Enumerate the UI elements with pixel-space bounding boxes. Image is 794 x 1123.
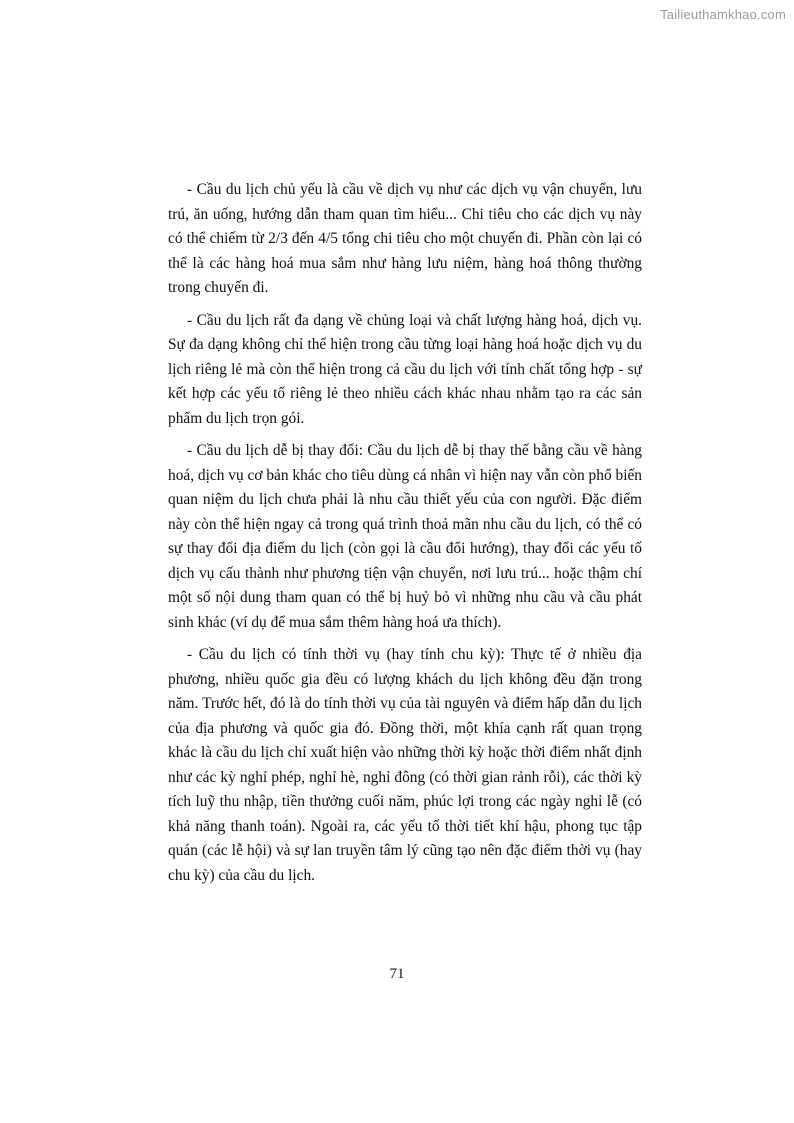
paragraph-service-demand: - Cầu du lịch chủ yếu là cầu về dịch vụ như các dịch vụ vận chuyển, lưu trú, ăn uống, hướng dẫn tham quan tìm hiểu... Chi tiêu cho các dịch vụ này có thể chiếm từ 2/3 đến 4/5 tổng chi tiêu cho một chuyến đi. Phần còn lại có thể là các hàng hoá mua sắm như hàng lưu niệm, hàng hoá thông thường trong chuyến đi. [168, 181, 642, 296]
paragraph-changeability: - Cầu du lịch dễ bị thay đổi: Cầu du lịch dễ bị thay thế bằng cầu về hàng hoá, dịch vụ cơ bản khác cho tiêu dùng cá nhân vì hiện nay vẫn còn phổ biến quan niệm du lịch chưa phải là nhu cầu thiết yếu của con người. Đặc điểm này còn thể hiện ngay cả trong quá trình thoả mãn nhu cầu du lịch, có thể có sự thay đổi địa điểm du lịch (còn gọi là cầu đổi hướng), thay đổi các yếu tố dịch vụ cấu thành như phương tiện vận chuyển, nơi lưu trú... hoặc thậm chí một số nội dung tham quan có thể bị huỷ bỏ vì những nhu cầu và cầu phát sinh khác (ví dụ để mua sắm thêm hàng hoá ưa thích). [168, 442, 642, 631]
watermark-text: Tailieuthamkhao.com [660, 7, 786, 22]
paragraph-diversity: - Cầu du lịch rất đa dạng về chủng loại và chất lượng hàng hoá, dịch vụ. Sự đa dạng không chỉ thể hiện trong cầu từng loại hàng hoá hoặc dịch vụ du lịch riêng lẻ mà còn thể hiện trong cả cầu du lịch với tính chất tổng hợp - sự kết hợp các yếu tố riêng lẻ theo nhiều cách khác nhau nhằm tạo ra các sản phẩm du lịch trọn gói. [168, 311, 642, 427]
paragraph-seasonality: - Cầu du lịch có tính thời vụ (hay tính chu kỳ): Thực tế ở nhiều địa phương, nhiều quốc gia đều có lượng khách du lịch không đều đặn trong năm. Trước hết, đó là do tính thời vụ của tài nguyên và điểm hấp dẫn du lịch của địa phương và quốc gia đó. Đồng thời, một khía cạnh rất quan trọng khác là cầu du lịch chỉ xuất hiện vào những thời kỳ hoặc thời điểm nhất định như các kỳ nghỉ phép, nghỉ hè, nghỉ đông (có thời gian rảnh rỗi), các thời kỳ tích luỹ thu nhập, tiền thưởng cuối năm, phúc lợi trong các ngày nghỉ lễ (có khả năng thanh toán). Ngoài ra, các yếu tố thời tiết khí hậu, phong tục tập quán (các lễ hội) và sự lan truyền tâm lý cũng tạo nên đặc điểm thời vụ (hay chu kỳ) của cầu du lịch. [168, 646, 642, 884]
page-number: 71 [389, 966, 405, 982]
page-body [168, 178, 642, 896]
